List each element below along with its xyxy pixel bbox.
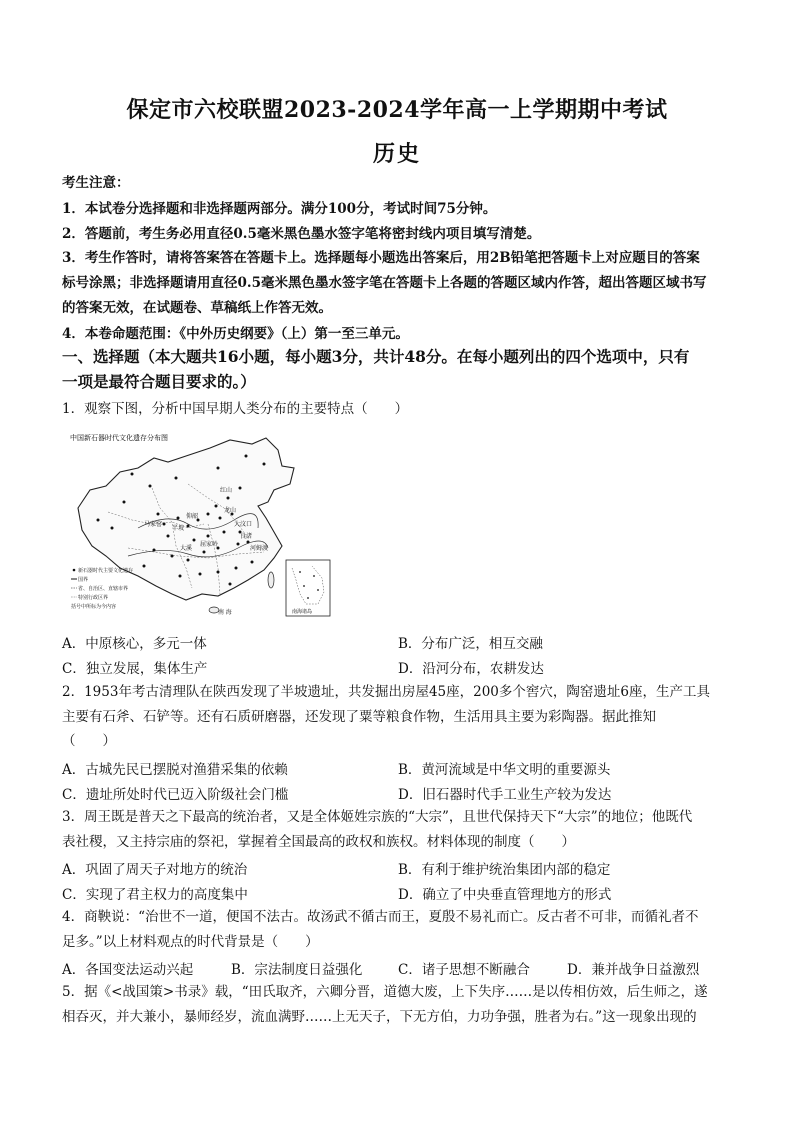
question-5-stem: 5．据《<战国策>书录》载，“田氏取齐，六卿分晋，道德大废，上下失序……是以传相仿效，后生师之，遂 — [62, 984, 708, 1000]
map-place: 半坡 — [172, 526, 185, 532]
map-place: 龙山 — [224, 508, 237, 514]
notice-heading: 考生注意： — [62, 175, 130, 191]
question-4-stem: 4．商鞅说：“治世不一道，便国不法古。故汤武不循古而王，夏殷不易礼而亡。反古者不可非，而循礼者不 — [62, 909, 699, 925]
notice-item: 2．答题前，考生务必用直径0.5毫米黑色墨水签字笔将密封线内项目填写清楚。 — [62, 226, 541, 242]
q2-option-b[interactable]: B．黄河流域是中华文明的重要源头 — [398, 762, 611, 778]
subject-title: 历史 — [372, 141, 421, 167]
notice-item: 3．考生作答时，请将答案答在答题卡上。选择题每小题选出答案后，用2B铅笔把答题卡上对应题目的答案 — [62, 250, 700, 266]
question-3-stem: 表社稷，又主持宗庙的祭祀，掌握着全国最高的政权和族权。材料体现的制度（ ） — [62, 834, 575, 850]
map-place: 河姆渡 — [250, 546, 269, 552]
notice-item: 的答案无效，在试题卷、草稿纸上作答无效。 — [62, 300, 332, 316]
map-place: 马家窑 — [144, 522, 163, 528]
question-2-stem: 2．1953年考古清理队在陕西发现了半坡遗址，共发掘出房屋45座，200多个窖穴，陶窑遗址6座，生产工具 — [62, 684, 710, 700]
q1-option-c[interactable]: C．独立发展，集体生产 — [62, 661, 208, 677]
q1-option-d[interactable]: D．沿河分布，农耕发达 — [398, 661, 544, 677]
map-sea-label: 南 海 — [218, 610, 232, 616]
neolithic-sites-map — [68, 428, 332, 618]
notice-item: 标号涂黑；非选择题请用直径0.5毫米黑色墨水签字笔在答题卡上各题的答题区域内作答，超出答题区域书写 — [62, 275, 707, 291]
q2-option-a[interactable]: A．古城先民已摆脱对渔猎采集的依赖 — [62, 762, 288, 778]
map-place: 大溪 — [180, 546, 193, 552]
q2-option-c[interactable]: C．遗址所处时代已迈入阶级社会门槛 — [62, 787, 289, 803]
legend-item: 国界 — [78, 577, 89, 583]
question-3-stem: 3．周王既是普天之下最高的统治者，又是全体姬姓宗族的“大宗”，且世代保持天下“大宗”的地位；他既代 — [62, 809, 693, 825]
south-sea-inset — [286, 560, 330, 616]
legend-item: 省、自治区、直辖市界 — [78, 586, 129, 592]
q3-option-b[interactable]: B．有利于维护统治集团内部的稳定 — [398, 862, 611, 878]
question-2-stem: 主要有石斧、石铲等。还有石质研磨器，还发现了粟等粮食作物，生活用具主要为彩陶器。据此推知 — [62, 709, 656, 725]
q4-option-b[interactable]: B．宗法制度日益强化 — [231, 962, 363, 978]
q2-option-d[interactable]: D．旧石器时代手工业生产较为发达 — [398, 787, 612, 803]
q3-option-c[interactable]: C．实现了君主权力的高度集中 — [62, 887, 248, 903]
q4-option-a[interactable]: A．各国变法运动兴起 — [62, 962, 194, 978]
question-4-stem: 足多。”以上材料观点的时代背景是（ ） — [62, 934, 319, 950]
exam-title: 保定市六校联盟2023-2024学年高一上学期期中考试 — [126, 97, 668, 123]
map-place: 红山 — [220, 488, 233, 494]
question-2-stem: （ ） — [62, 733, 116, 749]
map-place: 良渚 — [240, 534, 253, 540]
q4-option-c[interactable]: C．诸子思想不断融合 — [398, 962, 530, 978]
q1-option-a[interactable]: A．中原核心，多元一体 — [62, 636, 207, 652]
map-place: 大汶口 — [234, 522, 253, 528]
legend-item: 括号中所标为今内容 — [71, 604, 117, 610]
q3-option-d[interactable]: D．确立了中央垂直管理地方的形式 — [398, 887, 612, 903]
legend-item: 新石器时代主要文化遗存 — [78, 568, 134, 574]
question-5-stem: 相吞灭，并大兼小，暴师经岁，流血满野……上无天子，下无方伯，力功争强，胜者为右。”这一现象出现的 — [62, 1009, 697, 1025]
map-title: 中国新石器时代文化遗存分布图 — [70, 435, 168, 442]
section-heading-cont: 一项是最符合题目要求的。） — [62, 372, 256, 391]
map-place: 仰韶 — [186, 514, 199, 520]
q4-option-d[interactable]: D．兼并战争日益激烈 — [567, 962, 700, 978]
section-heading: 一、选择题（本大题共16小题，每小题3分，共计48分。在每小题列出的四个选项中，只有 — [62, 347, 690, 366]
q1-option-b[interactable]: B．分布广泛，相互交融 — [398, 636, 543, 652]
question-1-stem: 1．观察下图，分析中国早期人类分布的主要特点（ ） — [62, 401, 409, 417]
q3-option-a[interactable]: A．巩固了周天子对地方的统治 — [62, 862, 248, 878]
notice-item: 1．本试卷分选择题和非选择题两部分。满分100分，考试时间75分钟。 — [62, 201, 497, 217]
map-place: 屈家岭 — [200, 542, 219, 548]
legend-item: 特别行政区界 — [78, 595, 109, 601]
notice-item: 4．本卷命题范围：《中外历史纲要》（上）第一至三单元。 — [62, 326, 409, 342]
inset-label: 南海诸岛 — [292, 609, 313, 615]
